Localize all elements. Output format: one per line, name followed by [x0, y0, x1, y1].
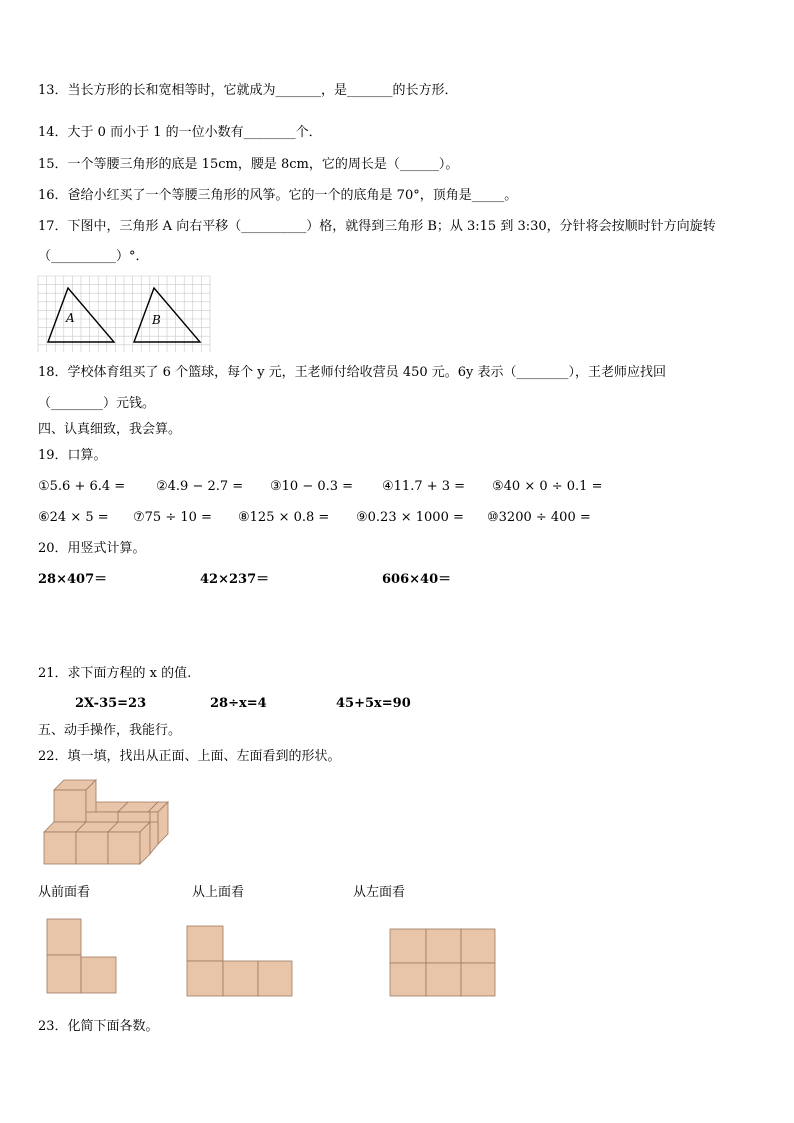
question-23: 23．化简下面各数。	[38, 1019, 159, 1034]
view-square	[47, 955, 81, 993]
grid-lines	[38, 276, 210, 352]
view-square	[461, 929, 495, 963]
front-view-shape	[46, 918, 118, 996]
equation-1: 2X-35=23	[75, 696, 147, 711]
question-19: 19．口算。	[38, 448, 107, 463]
question-17-line2: （__________）°．	[38, 249, 149, 264]
equation-2: 28÷x=4	[210, 696, 267, 711]
top-view-shape	[186, 925, 294, 997]
view-square	[187, 926, 223, 961]
view-label-top: 从上面看	[192, 885, 245, 900]
view-square	[426, 963, 461, 996]
cube-front-face	[86, 812, 118, 822]
oral-calc-7: ⑦75 ÷ 10 =	[133, 510, 212, 525]
oral-calc-1: ①5.6 + 6.4 =	[38, 479, 126, 494]
oral-calc-4: ④11.7 + 3 =	[382, 479, 466, 494]
oral-calc-5: ⑤40 × 0 ÷ 0.1 =	[492, 479, 603, 494]
vertical-calc-1: 28×407＝	[38, 572, 108, 587]
view-label-left: 从左面看	[353, 885, 406, 900]
cube-side-face	[150, 822, 158, 854]
triangle-a-label: A	[66, 311, 75, 325]
cube-front-face	[118, 812, 150, 822]
oral-calc-9: ⑨0.23 × 1000 =	[356, 510, 464, 525]
question-21: 21．求下面方程的 x 的值.	[38, 666, 192, 681]
vertical-calc-3: 606×40＝	[382, 572, 452, 587]
translation-grid-figure	[38, 276, 210, 352]
cube-front-face	[108, 832, 140, 864]
view-square	[461, 963, 495, 996]
left-view-shape	[389, 928, 497, 998]
cube-arrangement-figure	[40, 778, 172, 870]
cube-front-face	[54, 790, 86, 822]
view-square	[390, 929, 426, 963]
view-square	[426, 929, 461, 963]
question-16: 16．爸给小红买了一个等腰三角形的风筝。它的一个的底角是 70°，顶角是_____。	[38, 188, 518, 203]
equation-3: 45+5x=90	[336, 696, 411, 711]
question-15: 15．一个等腰三角形的底是 15cm，腰是 8cm，它的周长是（______）。	[38, 157, 459, 172]
vertical-calc-2: 42×237＝	[200, 572, 270, 587]
question-22: 22．填一填，找出从正面、上面、左面看到的形状。	[38, 749, 341, 764]
question-17-line1: 17．下图中，三角形 A 向右平移（__________）格，就得到三角形 B；从 3:15 到 3:30，分针将会按顺时针方向旋转	[38, 219, 716, 234]
oral-calc-2: ②4.9 − 2.7 =	[156, 479, 244, 494]
oral-calc-6: ⑥24 × 5 =	[38, 510, 109, 525]
question-14: 14．大于 0 而小于 1 的一位小数有________个．	[38, 125, 322, 140]
view-square	[258, 961, 292, 996]
question-18-line1: 18．学校体育组买了 6 个篮球，每个 y 元，王老师付给收营员 450 元。6y 表示（________），王老师应找回	[38, 365, 667, 380]
view-square	[223, 961, 258, 996]
oral-calc-8: ⑧125 × 0.8 =	[238, 510, 330, 525]
question-20: 20．用竖式计算。	[38, 541, 146, 556]
section-4-heading: 四、认真细致，我会算。	[38, 422, 182, 437]
cube-front-face	[76, 832, 108, 864]
view-label-front: 从前面看	[38, 885, 91, 900]
cube-front-face	[44, 832, 76, 864]
section-5-heading: 五、动手操作，我能行。	[38, 723, 182, 738]
question-18-line2: （________）元钱。	[38, 396, 156, 411]
triangle-b-label: B	[152, 313, 161, 327]
view-square	[187, 961, 223, 996]
view-square	[390, 963, 426, 996]
oral-calc-10: ⑩3200 ÷ 400 =	[487, 510, 591, 525]
oral-calc-3: ③10 − 0.3 =	[270, 479, 354, 494]
view-square	[47, 919, 81, 955]
question-13: 13．当长方形的长和宽相等时，它就成为_______，是_______的长方形．	[38, 83, 458, 98]
view-square	[81, 957, 116, 993]
